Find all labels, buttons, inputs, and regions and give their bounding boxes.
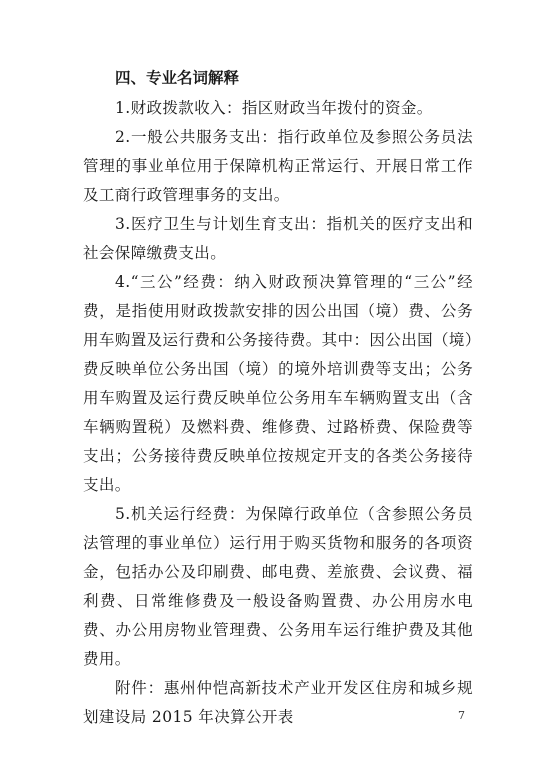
paragraph-fiscal-revenue: 1.财政拨款收入：指区财政当年拨付的资金。 <box>115 99 433 117</box>
paragraph-operating-funds: 5.机关运行经费：为保障行政单位（含参照公务员法管理的事业单位）运行用于购买货物和服务的各项资金，包括办公及印刷费、邮电费、差旅费、会议费、福利费、日常维修费及一般设备购置费、办公用房水电费、办公用房物业管理费、公务用车运行维护费及其他费用。 <box>83 505 473 668</box>
paragraph-medical: 3.医疗卫生与计划生育支出：指机关的医疗支出和社会保障缴费支出。 <box>83 215 473 262</box>
paragraph-attachment: 附件：惠州仲恺高新技术产业开发区住房和城乡规划建设局 2015 年决算公开表 <box>83 679 473 726</box>
section-heading: 四、专业名词解释 <box>115 69 240 87</box>
page-number: 7 <box>458 709 465 722</box>
paragraph-public-service: 2.一般公共服务支出：指行政单位及参照公务员法管理的事业单位用于保障机构正常运行、开展日常工作及工商行政管理事务的支出。 <box>83 128 473 204</box>
document-body <box>83 62 473 732</box>
paragraph-three-public: 4.“三公”经费：纳入财政预决算管理的“三公”经费，是指使用财政拨款安排的因公出国（境）费、公务用车购置及运行费和公务接待费。其中：因公出国（境）费反映单位公务出国（境）的境外培训费等支出；公务用车购置及运行费反映单位公务用车车辆购置支出（含车辆购置税）及燃料费、维修费、过路桥费、保险费等支出；公务接待费反映单位按规定开支的各类公务接待支出。 <box>83 273 473 494</box>
